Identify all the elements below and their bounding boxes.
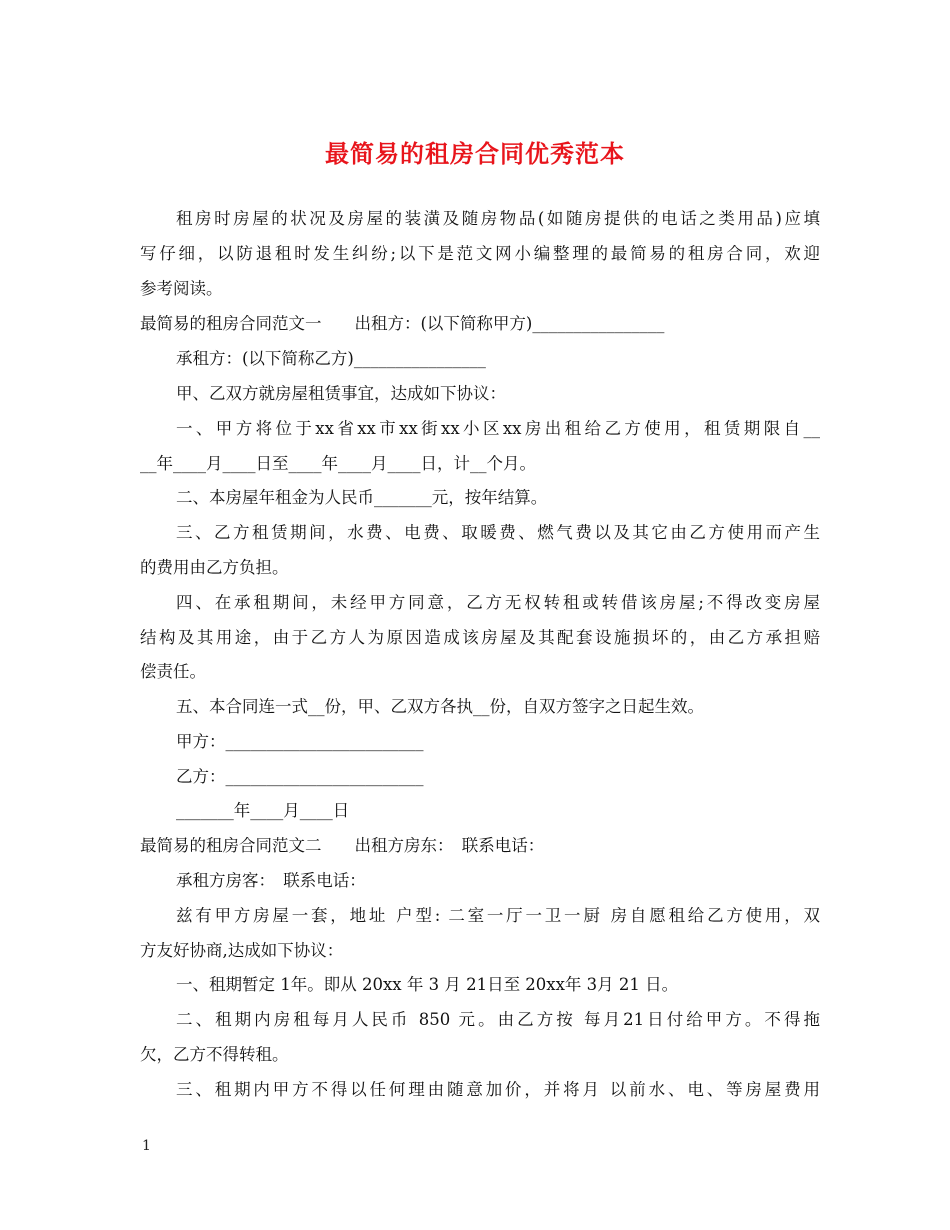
- paragraph-line: 二、本房屋年租金为人民币_______元，按年结算。: [176, 488, 548, 507]
- paragraph-line: 一、租期暂定 1年。即从 20xx 年 3 月 21日至 20xx年 3月 21 日。: [176, 975, 679, 994]
- paragraph-line: 承租方：(以下简称乙方)________________: [176, 349, 486, 368]
- paragraph-line: 甲、乙双方就房屋租赁事宜，达成如下协议：: [176, 384, 506, 403]
- paragraph-line: 承租方房客： 联系电话：: [176, 871, 366, 890]
- paragraph-line: 乙方：________________________: [176, 767, 424, 786]
- page-number: 1: [142, 1138, 151, 1154]
- paragraph-line: 参考阅读。: [140, 279, 223, 298]
- paragraph-line: 甲方：________________________: [176, 732, 424, 751]
- paragraph-line: __年____月____日至____年____月____日，计__个月。: [140, 454, 536, 473]
- paragraph-line: 最简易的租房合同范文二 出租方房东： 联系电话：: [140, 836, 545, 855]
- paragraph-line: 五、本合同连一式__份，甲、乙双方各执__份，自双方签字之日起生效。: [176, 697, 704, 716]
- paragraph-line: 一、甲方将位于xx省xx市xx街xx小区xx房出租给乙方使用，租赁期限自__: [176, 419, 820, 438]
- paragraph-line: 兹有甲方房屋一套，地址 户型: 二室一厅一卫一厨 房自愿租给乙方使用，双: [176, 906, 820, 925]
- paragraph-line: 欠，乙方不得转租。: [140, 1045, 289, 1064]
- paragraph-line: 最简易的租房合同范文一 出租方：(以下简称甲方)________________: [140, 314, 665, 333]
- paragraph-line: 方友好协商,达成如下协议：: [140, 941, 344, 960]
- paragraph-line: 写仔细，以防退租时发生纠纷;以下是范文网小编整理的最简易的租房合同，欢迎: [140, 244, 820, 263]
- paragraph-line: 的费用由乙方负担。: [140, 558, 289, 577]
- paragraph-line: 偿责任。: [140, 662, 206, 681]
- paragraph-line: 三、乙方租赁期间，水费、电费、取暖费、燃气费以及其它由乙方使用而产生: [176, 523, 820, 542]
- paragraph-line: 四、在承租期间，未经甲方同意，乙方无权转租或转借该房屋;不得改变房屋: [176, 593, 820, 612]
- paragraph-line: 结构及其用途，由于乙方人为原因造成该房屋及其配套设施损坏的，由乙方承担赔: [140, 628, 820, 647]
- document-title: 最简易的租房合同优秀范本: [325, 139, 625, 168]
- paragraph-line: 租房时房屋的状况及房屋的装潢及随房物品(如随房提供的电话之类用品)应填: [176, 209, 820, 228]
- paragraph-line: 三、租期内甲方不得以任何理由随意加价，并将月 以前水、电、等房屋费用: [176, 1080, 820, 1099]
- paragraph-line: 二、租期内房租每月人民币 850 元。由乙方按 每月21日付给甲方。不得拖: [176, 1010, 820, 1029]
- paragraph-line: _______年____月____日: [176, 801, 350, 820]
